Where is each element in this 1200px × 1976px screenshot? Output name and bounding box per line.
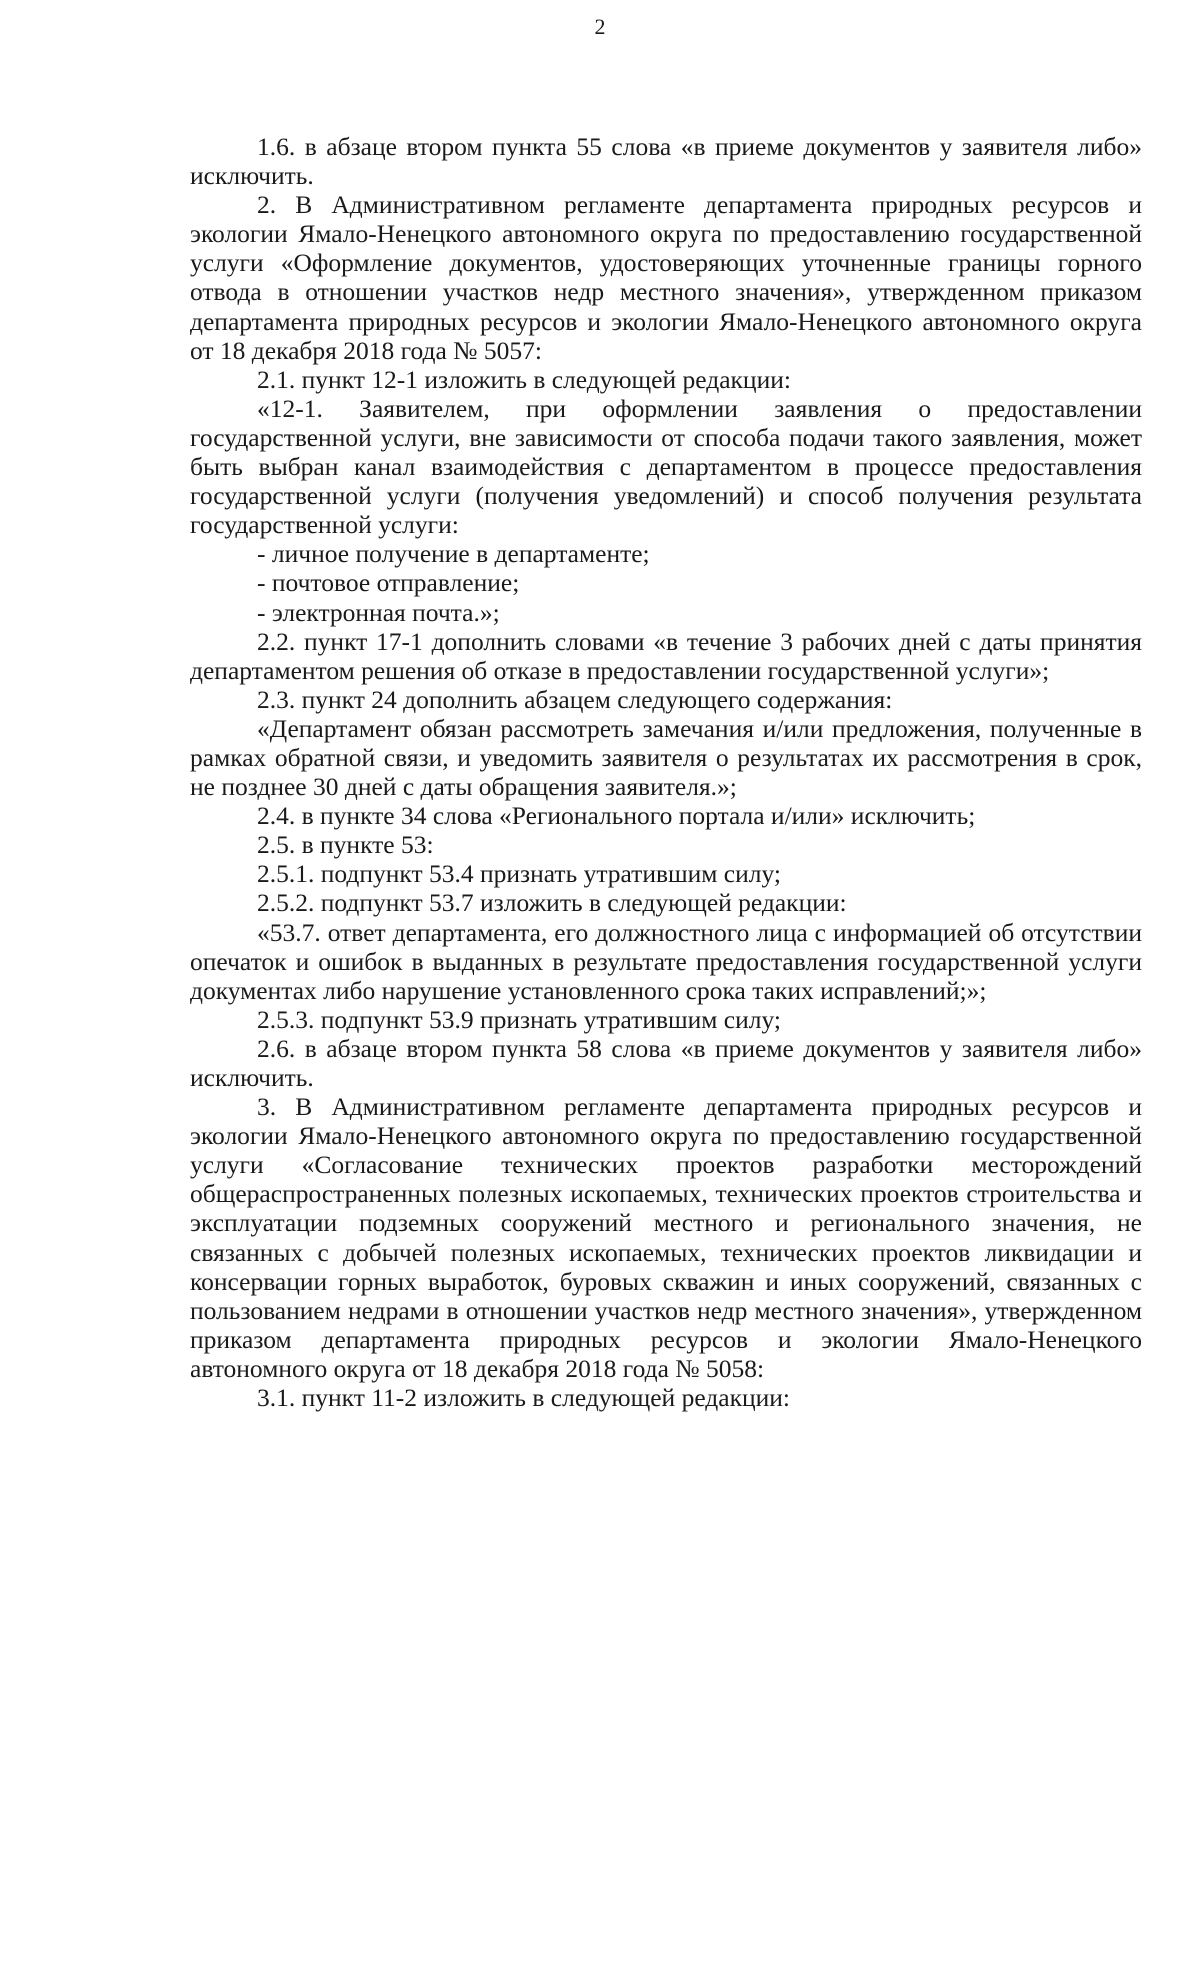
paragraph-2-3: 2.3. пункт 24 дополнить абзацем следующего содержания: [257, 684, 893, 714]
paragraph-3-1: 3.1. пункт 11-2 изложить в следующей редакции: [257, 1383, 791, 1413]
list-item-email: - электронная почта.»; [257, 597, 500, 627]
paragraph-2-5-1: 2.5.1. подпункт 53.4 признать утратившим силу; [257, 859, 781, 889]
page-number: 2 [594, 14, 606, 39]
paragraph-department-quote: «Департамент обязан рассмотреть замечания и/или предложения, полученные в рамках обратной связи, и уведомить заявителя о результатах их рассмотрения в срок, не позднее 30 дней с даты обращения заявителя.»; [190, 713, 1142, 802]
paragraph-2-5-2: 2.5.2. подпункт 53.7 изложить в следующей редакции: [257, 888, 847, 918]
paragraph-2-5-3: 2.5.3. подпункт 53.9 признать утратившим силу; [257, 1004, 781, 1034]
paragraph-2: 2. В Административном регламенте департамента природных ресурсов и экологии Ямало-Ненецкого автономного округа по предоставлению государственной услуги «Оформление документов, удостоверяющих уточненные границы горного отвода в отношении участков недр местного значения», утвержденном приказом департамента природных ресурсов и экологии Ямало-Ненецкого автономного округа от 18 декабря 2018 года № 5057: [190, 190, 1142, 365]
paragraph-2-5: 2.5. в пункте 53: [257, 830, 434, 860]
document-body [190, 132, 1142, 1412]
list-item-post: - почтовое отправление; [257, 568, 520, 598]
paragraph-12-1-quote: «12-1. Заявителем, при оформлении заявления о предоставлении государственной услуги, вне зависимости от способа подачи такого заявления, может быть выбран канал взаимодействия с департаментом в процессе предоставления государственной услуги (получения уведомлений) и способ получения результата государственной услуги: [190, 393, 1142, 540]
paragraph-3: 3. В Административном регламенте департамента природных ресурсов и экологии Ямало-Ненецкого автономного округа по предоставлению государственной услуги «Согласование технических проектов разработки месторождений общераспространенных полезных ископаемых, технических проектов строительства и эксплуатации подземных сооружений местного и регионального значения, не связанных с добычей полезных ископаемых, технических проектов ликвидации и консервации горных выработок, буровых скважин и иных сооружений, связанных с пользованием недрами в отношении участков недр местного значения», утвержденном приказом департамента природных ресурсов и экологии Ямало-Ненецкого автономного округа от 18 декабря 2018 года № 5058: [190, 1092, 1142, 1383]
paragraph-1-6: 1.6. в абзаце втором пункта 55 слова «в приеме документов у заявителя либо» исключить. [190, 132, 1142, 191]
paragraph-2-4: 2.4. в пункте 34 слова «Регионального портала и/или» исключить; [257, 801, 976, 831]
paragraph-2-2: 2.2. пункт 17-1 дополнить словами «в течение 3 рабочих дней с даты принятия департаментом решения об отказе в предоставлении государственной услуги»; [190, 626, 1142, 685]
paragraph-53-7-quote: «53.7. ответ департамента, его должностного лица с информацией об отсутствии опечаток и ошибок в выданных в результате предоставления государственной услуги документах либо нарушение установленного срока таких исправлений;»; [190, 917, 1142, 1005]
list-item-personal: - личное получение в департаменте; [257, 539, 650, 569]
paragraph-2-6: 2.6. в абзаце втором пункта 58 слова «в приеме документов у заявителя либо» исключить. [190, 1033, 1142, 1092]
paragraph-2-1: 2.1. пункт 12-1 изложить в следующей редакции: [257, 364, 791, 394]
